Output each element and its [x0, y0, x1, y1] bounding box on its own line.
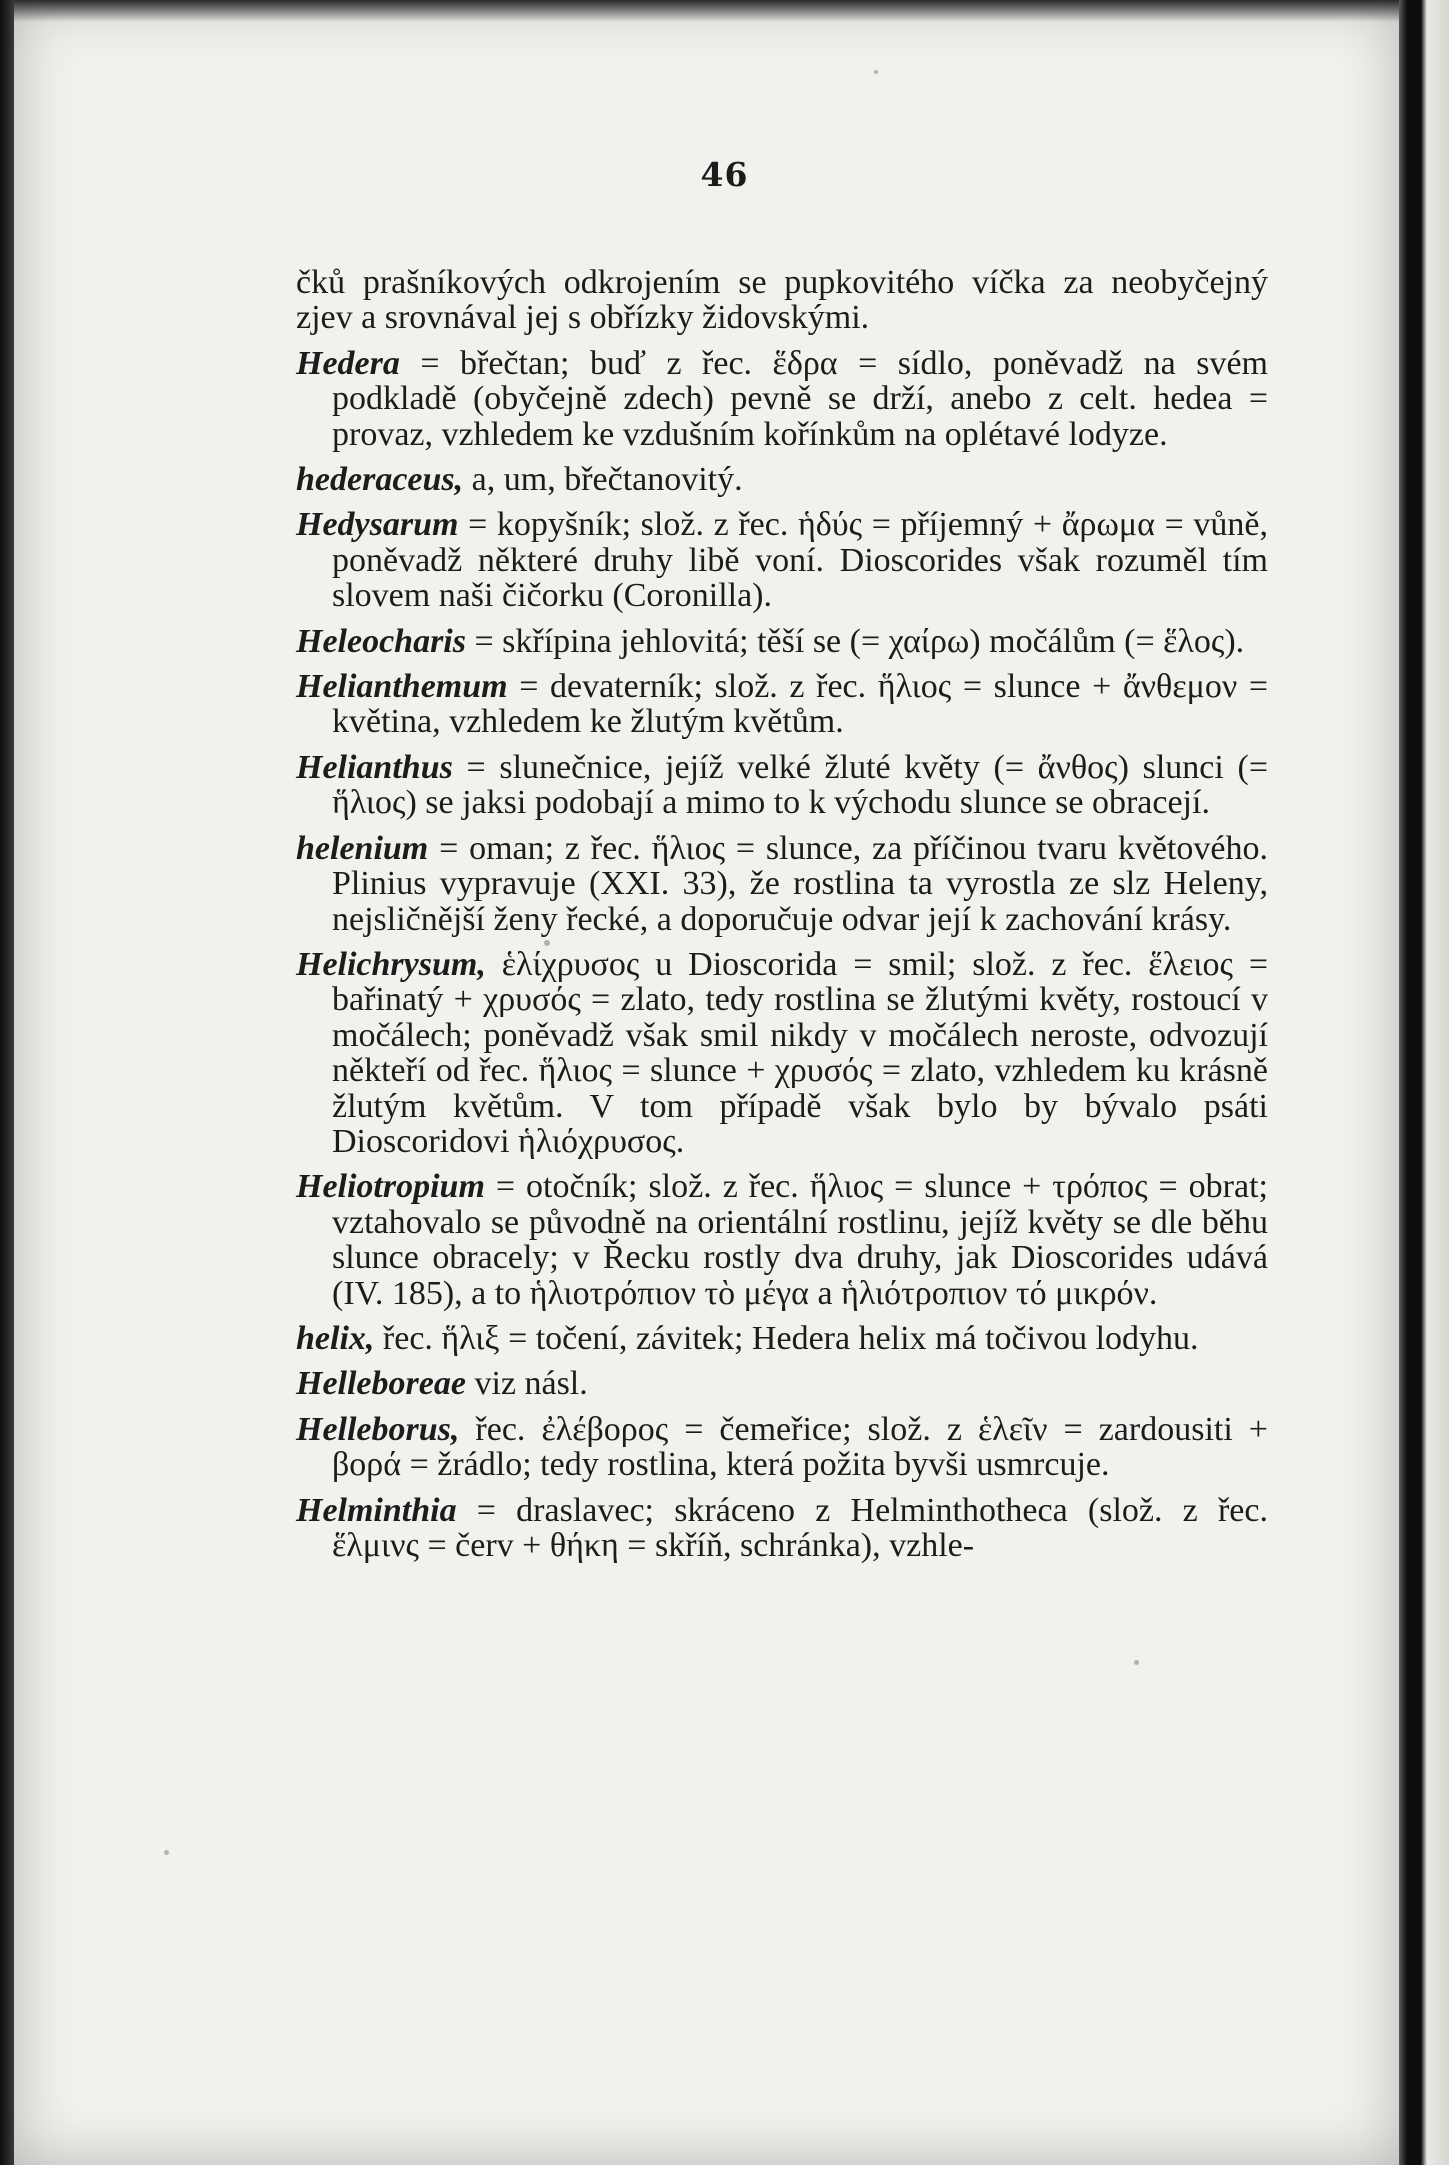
- entry-definition: = kopyšník; slož. z řec. ἡδύς = příjemný + ἄρωμα = vůně, poněvadž některé druhy libě voní. Dioscorides však rozuměl tím slovem naši čičorku (Coronilla).: [332, 506, 1268, 615]
- scan-edge-right: [1399, 0, 1449, 2165]
- page-number: 46: [700, 155, 749, 194]
- entry-definition: = draslavec; skráceno z Helminthotheca (slož. z řec. ἕλμινς = červ + θήκη = skříň, schránka), vzhle-: [332, 1491, 1268, 1564]
- entry-term: Hedysarum: [296, 506, 459, 544]
- entry-definition: = oman; z řec. ἥλιος = slunce, za příčinou tvaru květového. Plinius vypravuje (XXI. 33), že rostlina ta vyrostla ze slz Heleny, nejsličnější ženy řecké, a doporučuje odvar její k zachování krásy.: [332, 829, 1268, 938]
- entry-term: helenium: [296, 829, 429, 867]
- entry-helichrysum: [296, 947, 1268, 1159]
- scan-edge-left: [0, 0, 14, 2165]
- entry-term: Heleocharis: [296, 622, 466, 660]
- entry-term: helix,: [296, 1319, 375, 1357]
- entry-definition: řec. ἐλέβορος = čemeřice; slož. z ἑλεῖν = zardousiti + βορά = žrádlo; tedy rostlina, která požita byvši usmrcuje.: [332, 1410, 1268, 1484]
- paper-speck: [164, 1850, 169, 1855]
- entry-hedera: [296, 346, 1268, 452]
- entry-hederaceus: [296, 462, 1268, 497]
- paper-speck: [874, 70, 878, 74]
- scan-edge-top: [14, 0, 1399, 22]
- entry-term: Helichrysum,: [296, 945, 486, 983]
- entry-term: Helminthia: [296, 1491, 457, 1529]
- entry-definition: = skřípina jehlovitá; těší se (= χαίρω) močálům (= ἕλος).: [465, 622, 1245, 660]
- entry-definition: viz násl.: [465, 1365, 588, 1403]
- entry-definition: a, um, břečtanovitý.: [463, 461, 743, 499]
- entry-heliotropium: [296, 1169, 1268, 1311]
- entry-definition: = otočník; slož. z řec. ἥλιος = slunce + τρόπος = obrat; vztahovalo se původně na orientální rostlinu, jejíž květy se dle běhu slunce obracely; v Řecku rostly dva druhy, jak Dioscorides udává (IV. 185), a to ἡλιοτρόπιον τὸ μέγα a ἡλιότροπιον τό μικρόν.: [332, 1168, 1268, 1312]
- entry-helianthus: [296, 750, 1268, 821]
- entry-helenium: [296, 831, 1268, 937]
- entry-term: Helleboreae: [296, 1365, 466, 1403]
- entry-definition: = slunečnice, jejíž velké žluté květy (= ἄνθος) slunci (= ἥλιος) se jaksi podobají a mimo to k východu slunce se obracejí.: [332, 748, 1268, 822]
- entry-continuation: čků prašníkových odkrojením se pupkovitého víčka za neobyčejný zjev a srovnával jej s obřízky židovskými.: [296, 264, 1268, 337]
- entry-hedysarum: [296, 507, 1268, 613]
- entry-definition: = břečtan; buď z řec. ἕδρα = sídlo, poněvadž na svém podkladě (obyčejně zdech) pevně se drží, anebo z celt. hedea = provaz, vzhledem ke vzdušním kořínkům na oplétavé lodyze.: [332, 344, 1268, 453]
- entry-term: Hedera: [296, 344, 400, 382]
- entry-definition: ἑλίχρυσος u Dioscorida = smil; slož. z řec. ἕλειος = bařinatý + χρυσός = zlato, tedy rostlina se žlutými květy, rostoucí v močálech; poněvadž však smil nikdy v močálech neroste, odvozují někteří od řec. ἥλιος = slunce + χρυσός = zlato, vzhledem ku krásně žlutým květům. V tom případě však bylo by bývalo psáti Dioscoridovi ἡλιόχρυσος.: [332, 945, 1268, 1160]
- paper-speck: [1134, 1660, 1139, 1665]
- entry-term: Heliotropium: [296, 1168, 485, 1206]
- entry-helminthia: [296, 1493, 1268, 1564]
- entry-term: Helianthus: [296, 748, 453, 786]
- entry-definition: řec. ἥλιξ = točení, závitek; Hedera helix má točivou lodyhu.: [374, 1319, 1199, 1357]
- entry-term: hederaceus,: [296, 461, 464, 499]
- entry-helix: [296, 1321, 1268, 1356]
- entry-term: Helianthemum: [296, 668, 508, 706]
- entry-helleboreae: [296, 1366, 1268, 1401]
- entry-heleocharis: [296, 624, 1268, 659]
- entry-definition: = devaterník; slož. z řec. ἥλιος = slunce + ἄνθεμον = květina, vzhledem ke žlutým květům.: [332, 668, 1268, 741]
- entry-helianthemum: [296, 669, 1268, 740]
- entry-helleborus: [296, 1412, 1268, 1483]
- entry-term: Helleborus,: [296, 1410, 460, 1448]
- dictionary-text: [296, 265, 1268, 1573]
